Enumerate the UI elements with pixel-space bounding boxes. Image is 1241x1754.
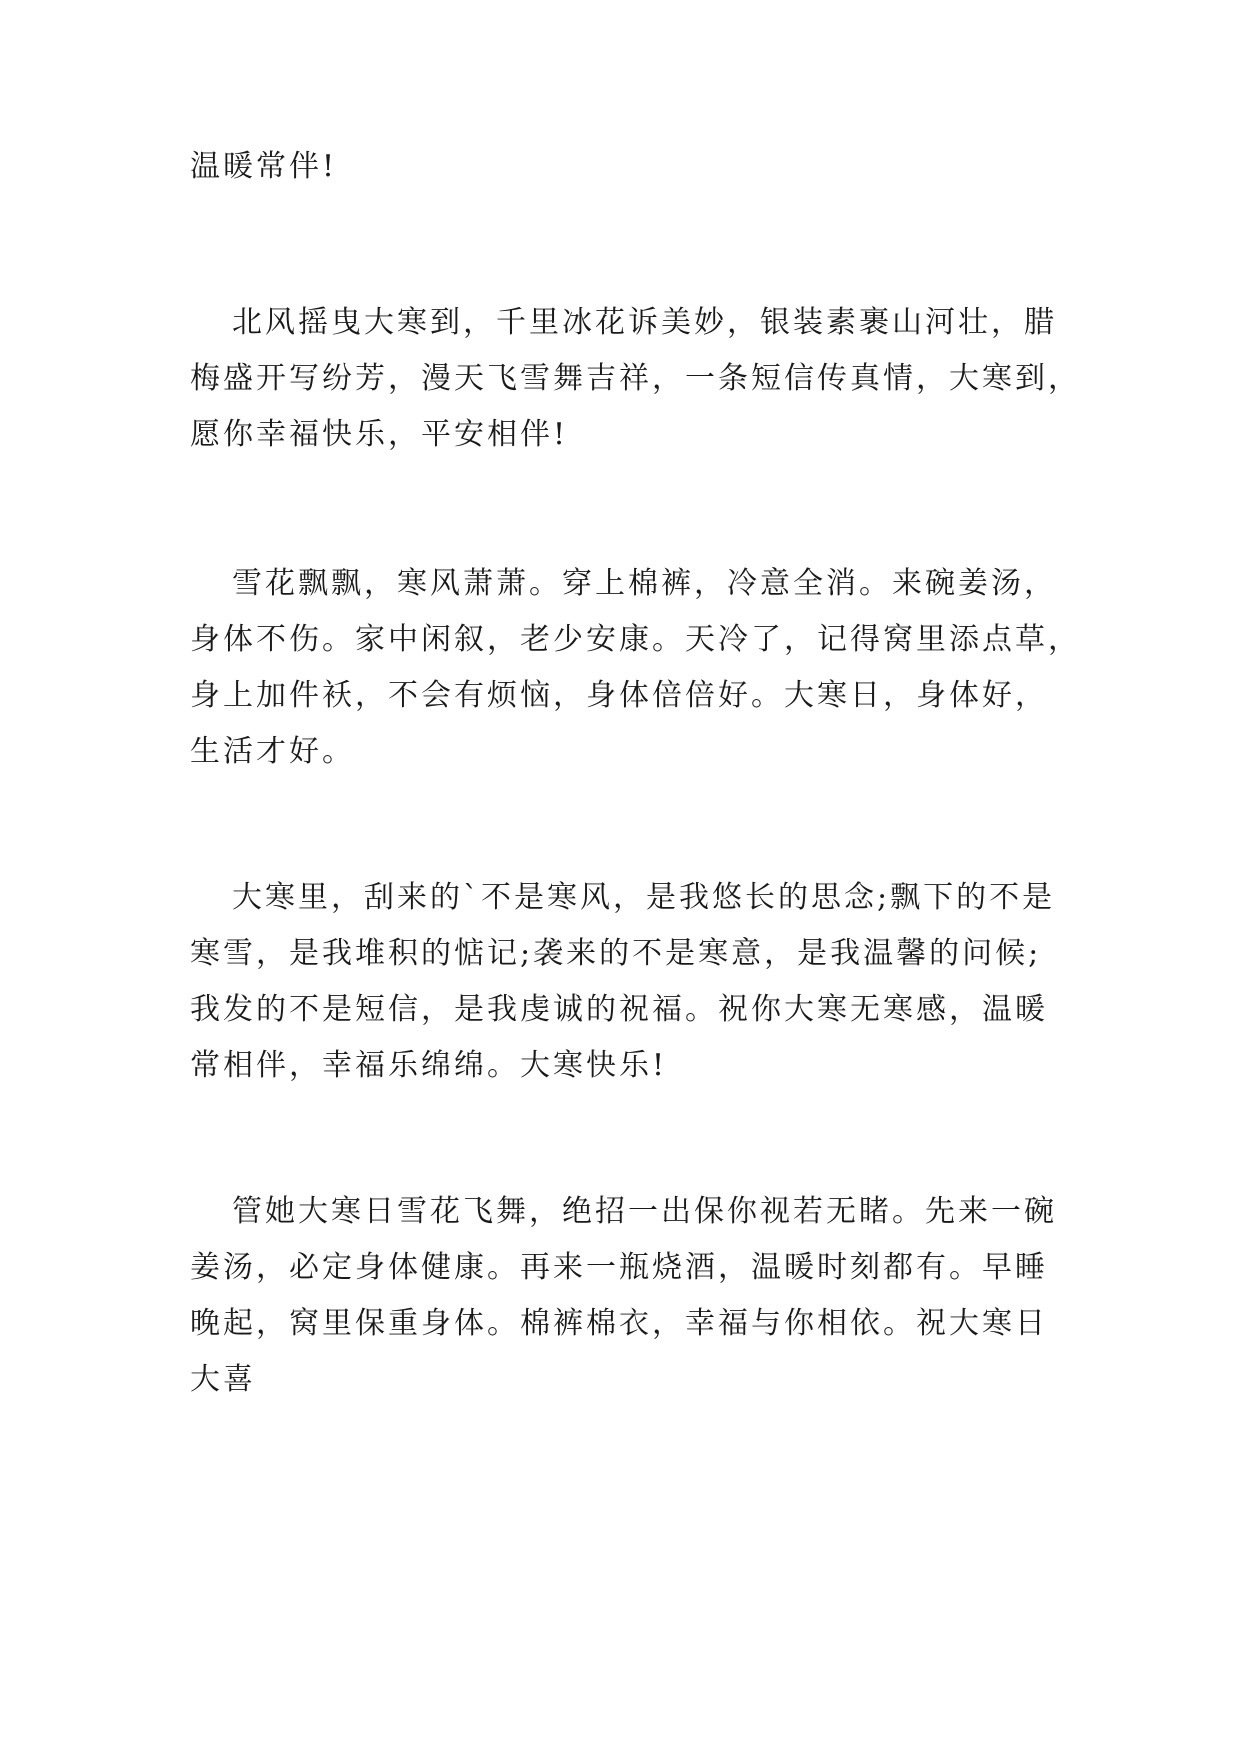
paragraph-3	[190, 556, 1081, 780]
text-line: 身体不伤。家中闲叙，老少安康。天冷了，记得窝里添点草，	[190, 622, 1081, 657]
paragraph-4	[190, 870, 1070, 1094]
text-line: 雪花飘飘，寒风萧萧。穿上棉裤，冷意全消。来碗姜汤，	[232, 566, 1057, 601]
paragraph-5	[190, 1184, 1070, 1408]
text-line: 寒雪，是我堆积的惦记;袭来的不是寒意，是我温馨的问候;	[190, 936, 1042, 971]
text-line: 姜汤，必定身体健康。再来一瓶烧酒，温暖时刻都有。早睡	[190, 1250, 1048, 1285]
text-line: 我发的不是短信，是我虔诚的祝福。祝你大寒无寒感，温暖	[190, 992, 1048, 1027]
text-line: 北风摇曳大寒到，千里冰花诉美妙，银装素裹山河壮，腊	[232, 305, 1057, 340]
text-line: 晚起，窝里保重身体。棉裤棉衣，幸福与你相依。祝大寒日	[190, 1306, 1048, 1341]
text-line: 管她大寒日雪花飞舞，绝招一出保你视若无睹。先来一碗	[232, 1194, 1057, 1229]
text-line: 身上加件袄，不会有烦恼，身体倍倍好。大寒日，身体好，	[190, 678, 1048, 713]
text-line: 大喜	[190, 1362, 256, 1397]
paragraph-1	[190, 139, 1070, 195]
text-line: 大寒里，刮来的`不是寒风，是我悠长的思念;飘下的不是	[232, 880, 1056, 915]
text-line: 生活才好。	[190, 734, 355, 769]
text-line: 愿你幸福快乐，平安相伴!	[190, 417, 569, 452]
text-line: 常相伴，幸福乐绵绵。大寒快乐!	[190, 1048, 668, 1083]
paragraph-2	[190, 295, 1081, 463]
text-line: 温暖常伴!	[190, 149, 338, 184]
text-line: 梅盛开写纷芳，漫天飞雪舞吉祥，一条短信传真情，大寒到，	[190, 361, 1081, 396]
